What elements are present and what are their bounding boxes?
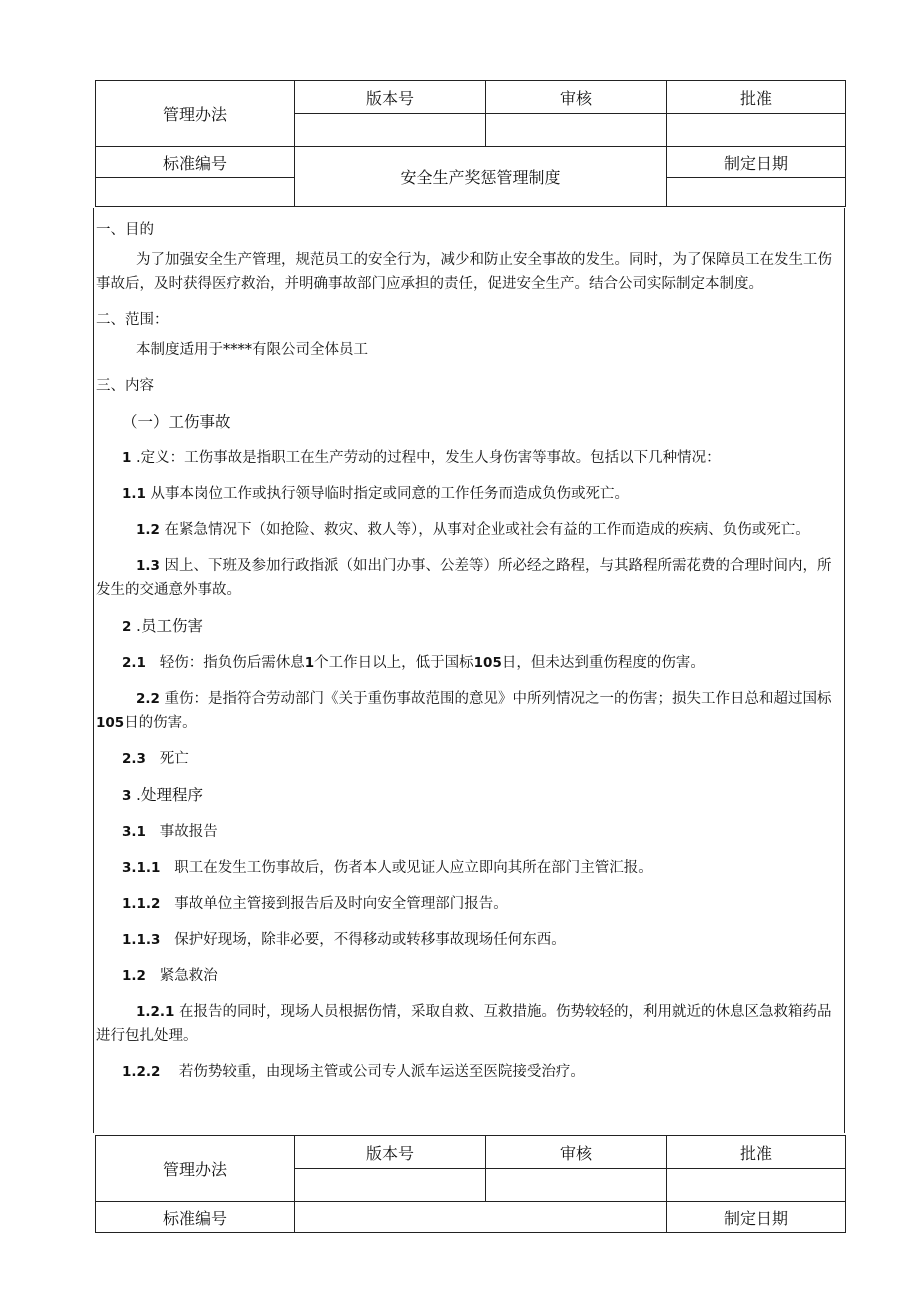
review-label: 审核 <box>486 81 667 114</box>
clause-3-1: 3.1 事故报告 <box>122 824 218 840</box>
version-value <box>295 114 486 147</box>
version-label: 版本号 <box>295 81 486 114</box>
clause-1-1-2: 1.1.2 事故单位主管接到报告后及时向安全管理部门报告。 <box>122 896 508 912</box>
clause-1-1: 1.1 从事本岗位工作或执行领导临时指定或同意的工作任务而造成负伤或死亡。 <box>122 486 630 502</box>
clause-1-2-2: 1.2.2 若伤势较重，由现场主管或公司专人派车运送至医院接受治疗。 <box>122 1064 585 1080</box>
clause-1: 1 .定义：工伤事故是指职工在生产劳动的过程中，发生人身伤害等事故。包括以下几种情况： <box>122 450 721 466</box>
header-table-next-page <box>95 1135 846 1233</box>
clause-3: 3 .处理程序 <box>122 786 203 804</box>
version-label: 版本号 <box>295 1136 486 1169</box>
clause-1-2b: 1.2 紧急救治 <box>122 968 218 984</box>
clause-2-3: 2.3 死亡 <box>122 751 189 767</box>
approve-value <box>667 114 846 147</box>
clause-1-2-1: 1.2.1 在报告的同时，现场人员根据伤情，采取自救、互救措施。伤势较轻的，利用就近的休息区急救箱药品进行包扎处理。 <box>96 1004 832 1044</box>
approve-label: 批准 <box>667 81 846 114</box>
doc-type: 管理办法 <box>96 81 295 147</box>
clause-2-2: 2.2 重伤：是指符合劳动部门《关于重伤事故范围的意见》中所列情况之一的伤害；损失工作日总和超过国标105日的伤害。 <box>96 691 832 731</box>
clause-2: 2 .员工伤害 <box>122 617 203 635</box>
date-label: 制定日期 <box>667 147 846 178</box>
clause-1-3: 1.3 因上、下班及参加行政指派（如出门办事、公差等）所必经之路程，与其路程所需花费的合理时间内，所发生的交通意外事故。 <box>96 558 832 598</box>
clause-3-1-1: 3.1.1 职工在发生工伤事故后，伤者本人或见证人应立即向其所在部门主管汇报。 <box>122 860 653 876</box>
date-value <box>667 178 846 207</box>
clause-1-1-3: 1.1.3 保护好现场，除非必要，不得移动或转移事故现场任何东西。 <box>122 932 566 948</box>
header-table <box>95 80 846 207</box>
doc-title-cell <box>295 1202 667 1233</box>
section-scope-text: 本制度适用于****有限公司全体员工 <box>136 342 368 358</box>
std-no-value <box>96 178 295 207</box>
review-value <box>486 114 667 147</box>
version-value <box>295 1169 486 1202</box>
doc-title: 安全生产奖惩管理制度 <box>295 147 667 207</box>
doc-type: 管理办法 <box>96 1136 295 1202</box>
review-label: 审核 <box>486 1136 667 1169</box>
clause-1-2: 1.2 在紧急情况下（如抢险、救灾、救人等），从事对企业或社会有益的工作而造成的疾病、负伤或死亡。 <box>136 522 810 538</box>
subsection-injury-title: （一）工伤事故 <box>122 413 231 431</box>
section-scope-title: 二、范围： <box>96 312 169 328</box>
section-purpose-text: 为了加强安全生产管理，规范员工的安全行为，减少和防止安全事故的发生。同时，为了保障员工在发生工伤事故后，及时获得医疗救治，并明确事故部门应承担的责任，促进安全生产。结合公司实际制定本制度。 <box>96 252 832 292</box>
approve-label: 批准 <box>667 1136 846 1169</box>
approve-value <box>667 1169 846 1202</box>
section-purpose-title: 一、目的 <box>96 222 154 238</box>
std-no-label: 标准编号 <box>96 1202 295 1233</box>
section-content-title: 三、内容 <box>96 378 154 394</box>
std-no-label: 标准编号 <box>96 147 295 178</box>
document-body <box>93 208 845 1133</box>
clause-2-1: 2.1 轻伤：指负伤后需休息1个工作日以上，低于国标105日，但未达到重伤程度的伤害。 <box>122 655 705 671</box>
date-label: 制定日期 <box>667 1202 846 1233</box>
review-value <box>486 1169 667 1202</box>
